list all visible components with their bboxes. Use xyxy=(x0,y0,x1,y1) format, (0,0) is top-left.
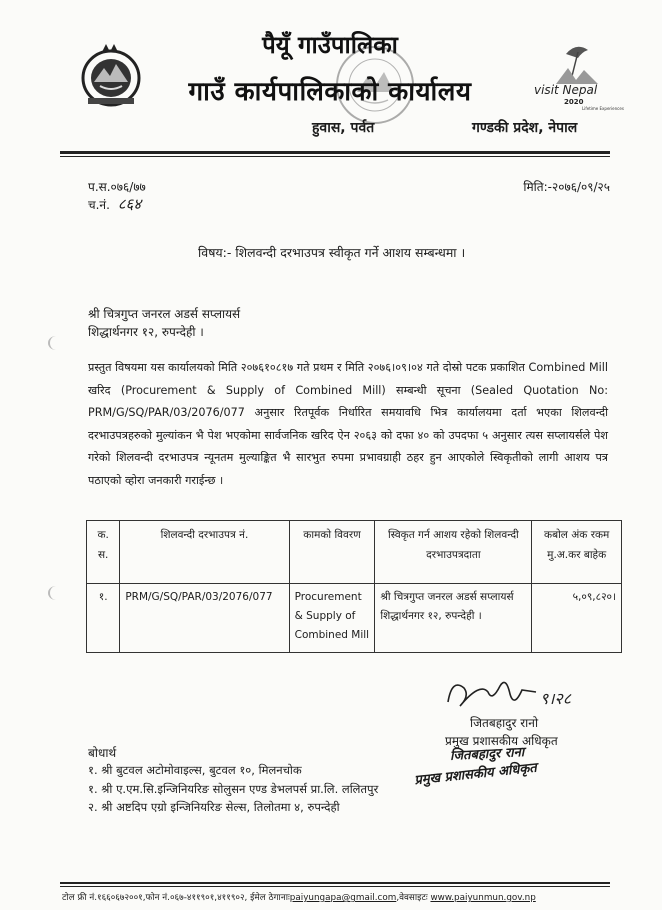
footer-divider-thin xyxy=(60,886,610,887)
column-header-bidder: स्विकृत गर्न आशय रहेको शिलवन्दी दरभाउपत्रदाता xyxy=(375,521,532,584)
letter-subject: विषय:- शिलवन्दी दरभाउपत्र स्वीकृत गर्ने आशय सम्बन्धमा । xyxy=(198,245,466,260)
cell-quotation-no: PRM/G/SQ/PAR/03/2076/077 xyxy=(120,584,289,653)
column-header-quotation-no: शिलवन्दी दरभाउपत्र नं. xyxy=(120,521,289,584)
cc-item: १. श्री ए.एम.सि.इन्जिनियरिङ सोलुसन एण्ड डेभलपर्स प्रा.लि. ललितपुर xyxy=(88,782,379,796)
cell-bidder xyxy=(375,584,532,653)
bidder-name: श्री चित्रगुप्त जनरल अडर्स सप्लायर्स xyxy=(380,591,514,603)
letter-date: मिति:-२०७६/०९/२५ xyxy=(523,180,610,194)
cell-description: Procurement & Supply of Combined Mill xyxy=(289,584,375,653)
header-divider xyxy=(60,151,610,154)
signatory-title: प्रमुख प्रशासकीय अधिकृत xyxy=(445,734,558,748)
footer-website-label: ,वेवसाइटः xyxy=(396,893,431,903)
stamp-signatory-title: प्रमुख प्रशासकीय अधिकृत xyxy=(413,760,538,789)
letter-body: प्रस्तुत विषयमा यस कार्यालयको मिति २०७६१०८१७ गते प्रथम र मिति २०७६।०९।०४ गते दोस्रो पटक प्रकाशित Combined Mill खरिद (Procurement & Supply of Combined Mill) सम्बन्धी सूचना (Sealed Quotation No: PRM/G/SQ/PAR/03/2076/077 अनुसार रितपूर्वक निर्धारित समयावधि भित्र कार्यालयमा दर्ता भएका शिलवन्दी दरभाउपत्रहरुको मुल्यांकन भै पेश भएकोमा सार्वजनिक खरिद ऐन २०६३ को दफा ४० को उपदफा ५ अनुसार त्यस सप्लायर्सले पेश गरेको शिलवन्दी दरभाउपत्र न्यूनतम मुल्याङ्कित भै सारभुत रुपमा प्रभावग्राही ठहर हुन आएकोले स्विकृतीको लागी आशय पत्र पठाएको व्होरा जनकारी गराईन्छ । xyxy=(88,361,608,487)
column-header-sn: क. स. xyxy=(87,521,120,584)
signatory-name: जितबहादुर रानाे xyxy=(470,716,539,730)
letter-ps-number: प.स.०७६/७७ xyxy=(88,180,146,194)
cc-heading: बोधार्थ xyxy=(88,746,117,760)
letter-dispatch-number xyxy=(88,194,141,214)
province-name: गण्डकी प्रदेश, नेपाल xyxy=(472,120,578,136)
recipient-address: शिद्धार्थनगर १२, रुपन्देही । xyxy=(88,325,204,339)
footer-contact xyxy=(62,891,536,903)
bid-acceptance-table xyxy=(86,520,622,653)
stamp-signatory-name: जितबहादुर राना xyxy=(449,745,525,764)
dispatch-number-value: ८६४ xyxy=(117,195,142,213)
table-row xyxy=(87,584,622,653)
punch-hole-mark xyxy=(48,336,64,350)
footer-website-link[interactable]: www.paiyunmun.gov.np xyxy=(430,893,536,903)
nepal-government-emblem-icon xyxy=(80,42,142,108)
office-name: गाउँ कार्यपालिकाको कार्यालय xyxy=(188,77,472,107)
cc-item: १. श्री बुटवल अटोमोवाइल्स, बुटवल १०, मिलनचोक xyxy=(88,763,302,777)
cell-amount: ५,०९,८२०। xyxy=(532,584,622,653)
visit-nepal-logo-icon xyxy=(532,40,624,112)
cell-sn: १. xyxy=(87,584,120,653)
recipient-name: श्री चित्रगुप्त जनरल अडर्स सप्लायर्स xyxy=(88,307,241,321)
header-divider-thin xyxy=(60,156,610,157)
footer-phone: टोल फ्री नं.१६६०६७२००१,फोन नं.०६७-४११९०१,४११९०२, ईमेल ठेगानाः xyxy=(62,893,290,903)
column-header-description: कामको विवरण xyxy=(289,521,375,584)
footer-email-link[interactable]: paiyungapa@gmail.com xyxy=(289,893,397,903)
visit-nepal-logo-text: visit Nepal xyxy=(534,83,598,97)
dispatch-number-label: च.नं. xyxy=(88,198,110,212)
visit-nepal-logo-tagline: Lifetime Experiences xyxy=(582,106,624,111)
bidder-address: शिद्धार्थनगर १२, रुपन्देही । xyxy=(380,610,482,622)
table-header-row xyxy=(87,521,622,584)
signature-date: ९।२८ xyxy=(540,689,572,708)
cc-item: २. श्री अष्टदिप एग्रो इन्जिनियरिङ सेल्स, तिलोतमा ४, रुपन्देही xyxy=(88,800,340,814)
visit-nepal-logo-year: 2020 xyxy=(564,98,584,106)
footer-divider xyxy=(60,882,610,884)
column-header-amount: कबोल अंक रकम मु.अ.कर बाहेक xyxy=(532,521,622,584)
handwritten-signature xyxy=(440,672,590,716)
punch-hole-mark xyxy=(48,586,64,600)
municipality-name: पैयूँ गाउँपालिका xyxy=(262,31,398,59)
office-location: हुवास, पर्वत xyxy=(312,120,375,136)
